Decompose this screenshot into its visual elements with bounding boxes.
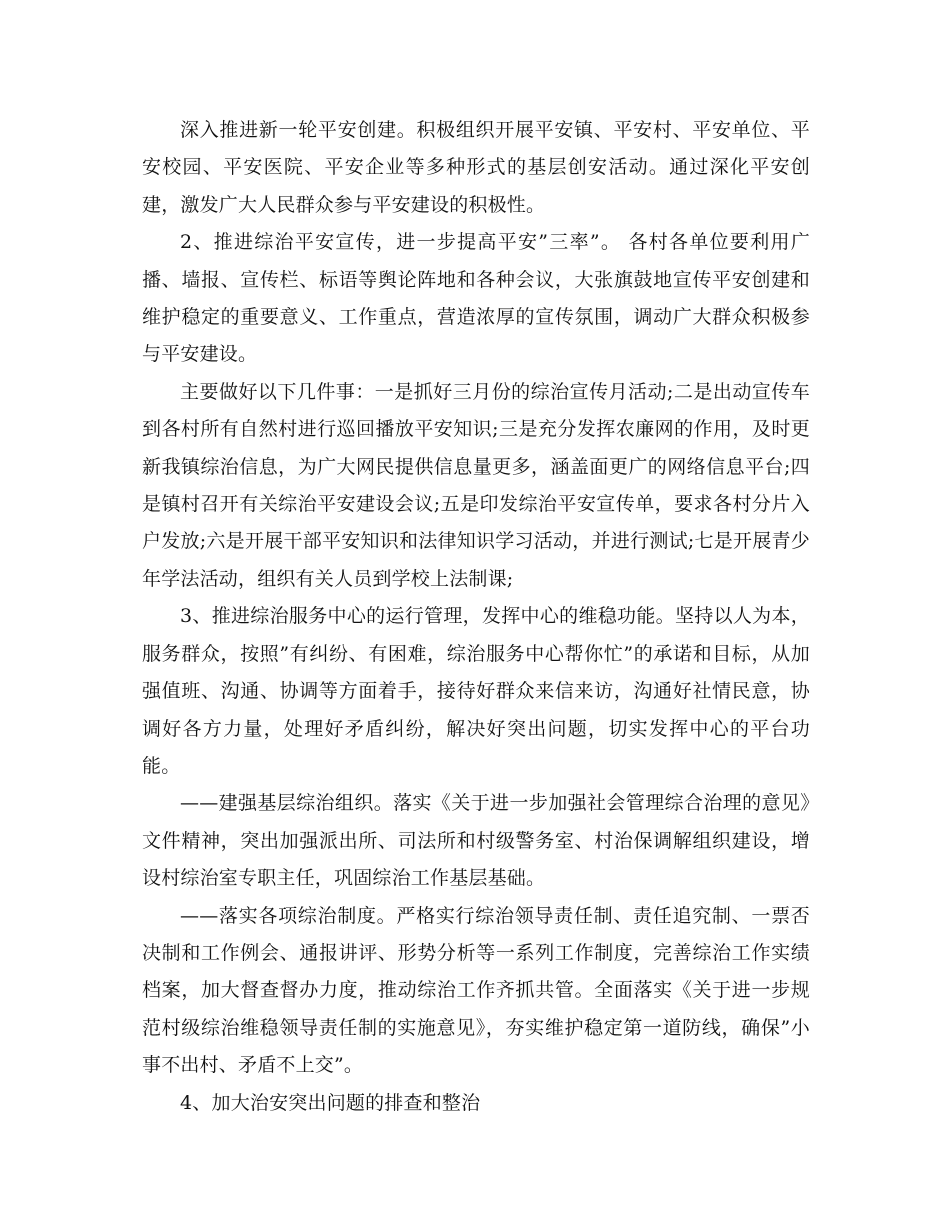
document-body — [142, 112, 810, 1122]
paragraph-public-security: 4、加大治安突出问题的排查和整治 — [180, 1091, 481, 1114]
paragraph-grassroots-organization: ——建强基层综治组织。落实《关于进一步加强社会管理综合治理的意见》文件精神，突出加强派出所、司法所和村级警务室、村治保调解组织建设，增设村综治室专职主任，巩固综治工作基层基础。 — [142, 792, 810, 890]
paragraph-service-center: 3、推进综治服务中心的运行管理，发挥中心的维稳功能。坚持以人为本，服务群众，按照”有纠纷、有困难，综治服务中心帮你忙”的承诺和目标，从加强值班、沟通、协调等方面着手，接待好群众来信来访，沟通好社情民意，协调好各方力量，处理好矛盾纠纷，解决好突出问题，切实发挥中心的平台功能。 — [142, 605, 810, 777]
paragraph-safety-creation: 深入推进新一轮平安创建。积极组织开展平安镇、平安村、平安单位、平安校园、平安医院、平安企业等多种形式的基层创安活动。通过深化平安创建，激发广大人民群众参与平安建设的积极性。 — [142, 119, 810, 216]
paragraph-main-tasks: 主要做好以下几件事：一是抓好三月份的综治宣传月活动;二是出动宣传车到各村所有自然村进行巡回播放平安知识;三是充分发挥农廉网的作用，及时更新我镇综治信息，为广大网民提供信息量更多，涵盖面更广的网络信息平台;四是镇村召开有关综治平安建设会议;五是印发综治平安宣传单，要求各村分片入户发放;六是开展干部平安知识和法律知识学习活动，并进行测试;七是开展青少年学法活动，组织有关人员到学校上法制课; — [142, 380, 810, 590]
paragraph-publicity: 2、推进综治平安宣传，进一步提高平安”三率”。 各村各单位要利用广播、墙报、宣传栏、标语等舆论阵地和各种会议，大张旗鼓地宣传平安创建和维护稳定的重要意义、工作重点，营造浓厚的宣传氛围，调动广大群众积极参与平安建设。 — [142, 231, 810, 366]
paragraph-system-implementation: ——落实各项综治制度。严格实行综治领导责任制、责任追究制、一票否决制和工作例会、通报讲评、形势分析等一系列工作制度，完善综治工作实绩档案，加大督查督办力度，推动综治工作齐抓共管。全面落实《关于进一步规范村级综治维稳领导责任制的实施意见》，夯实维护稳定第一道防线，确保”小事不出村、矛盾不上交”。 — [142, 904, 810, 1077]
